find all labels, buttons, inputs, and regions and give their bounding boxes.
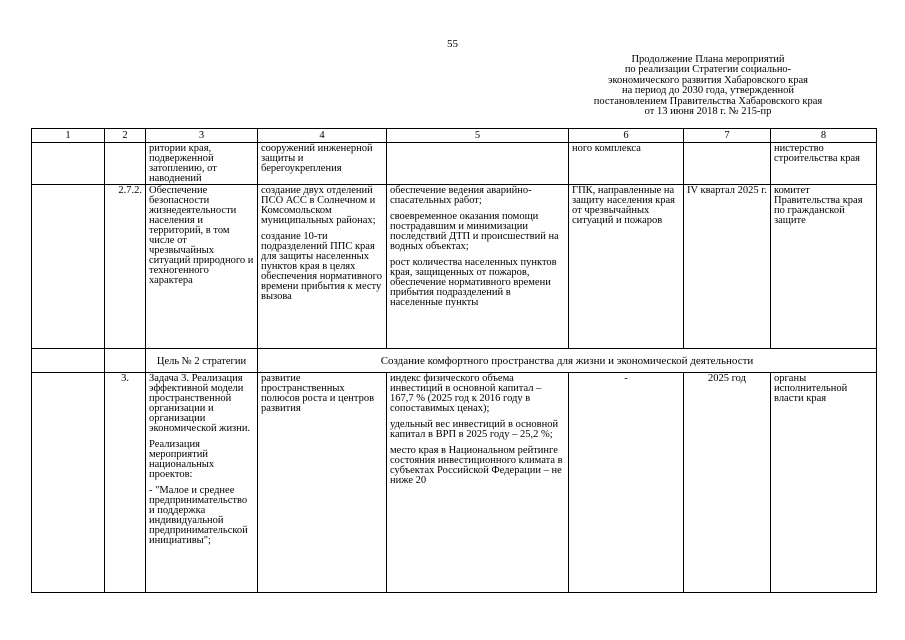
table-cell-responsible: комитет Правительства края по гражданской защите [771,185,877,349]
table-cell-empty [105,349,146,373]
header-note-line: от 13 июня 2018 г. № 215-пр [644,106,772,118]
table-cell-empty [32,143,105,185]
table-cell-task: Обеспечение безопасности жизнедеятельности населения и территорий, в том числе от чрезвычайных ситуаций природного и техногенного характера [146,185,258,349]
paragraph: индекс физического объема инвестиций в основной капитал – 167,7 % (2025 год к 2016 году в сопоставимых ценах); [390,373,542,414]
table-row-3 [32,373,877,593]
column-number: 2 [105,129,146,143]
table-cell-activities [258,185,387,349]
goal-label: Цель № 2 стратегии [146,349,258,373]
action-plan-table [31,128,877,593]
paragraph: Задача 3. Реализация эффективной модели пространственной организации и организации экономической жизни. [149,373,251,434]
column-number: 6 [569,129,684,143]
column-number: 5 [387,129,569,143]
table-cell-responsible: органы исполнительной власти края [771,373,877,593]
header-note-line: по реализации Стратегии социально- [624,64,792,76]
header-note-line: на период до 2030 года, утвержденной [621,85,795,97]
table-cell-deadline: IV квартал 2025 г. [684,185,771,349]
table-row-2-7-2 [32,185,877,349]
table-row-continued [32,143,877,185]
table-row-goal-2 [32,349,877,373]
column-number-row [32,129,877,143]
header-note-line: Продолжение Плана мероприятий [631,54,785,65]
row-number: 2.7.2. [105,185,146,349]
table-cell-results [387,185,569,349]
table-cell-empty [387,143,569,185]
paragraph: - "Малое и среднее предпринимательство и поддержка индивидуальной предпринимательской инициативы"; [149,485,248,546]
table-cell: нистерство строительства края [771,143,877,185]
table-cell-empty [32,185,105,349]
paragraph: рост количества населенных пунктов края, защищенных от пожаров, обеспечение нормативного времени прибытия подразделений в населенные пункты [390,257,557,308]
header-note-line: постановлением Правительства Хабаровского края [593,95,823,107]
paragraph: создание двух отделений ПСО АСС в Солнечном и Комсомольском муниципальных районах; [261,185,376,226]
table-cell-activities: развитие пространственных полюсов роста и центров развития [258,373,387,593]
table-cell-deadline: 2025 год [684,373,771,593]
table-cell-empty [32,349,105,373]
table-cell-empty [684,143,771,185]
goal-title: Создание комфортного пространства для жизни и экономической деятельности [258,349,877,373]
column-number: 4 [258,129,387,143]
row-number: 3. [105,373,146,593]
table-cell-results [387,373,569,593]
column-number: 7 [684,129,771,143]
table-cell-empty [32,373,105,593]
column-number: 3 [146,129,258,143]
document-header-note [543,55,873,117]
table-cell-programs: ГПК, направленные на защиту населения края от чрезвычайных ситуаций и пожаров [569,185,684,349]
paragraph: обеспечение ведения аварийно-спасательных работ; [390,185,532,206]
paragraph: Реализация мероприятий национальных проектов: [149,439,215,480]
table-cell: ного комплекса [569,143,684,185]
paragraph: своевременное оказания помощи пострадавшим и минимизации последствий ДТП и происшествий на водных объектах; [390,211,559,252]
paragraph: создание 10-ти подразделений ППС края для защиты населенных пунктов края в целях обеспечения нормативного времени прибытия к месту вызова [261,231,382,302]
header-note-line: экономического развития Хабаровского края [607,74,809,86]
table-cell-programs: - [569,373,684,593]
table-cell: ритории края, подверженной затоплению, от наводнений [146,143,258,185]
paragraph: место края в Национальном рейтинге состояния инвестиционного климата в субъектах Российской Федерации – не ниже 20 [390,445,563,486]
table-cell-task [146,373,258,593]
page-number: 55 [447,38,458,50]
table-cell: сооружений инженерной защиты и берегоукрепления [258,143,387,185]
paragraph: удельный вес инвестиций в основной капитал в ВРП в 2025 году – 25,2 %; [390,419,559,440]
column-number: 1 [32,129,105,143]
table-cell-empty [105,143,146,185]
column-number: 8 [771,129,877,143]
